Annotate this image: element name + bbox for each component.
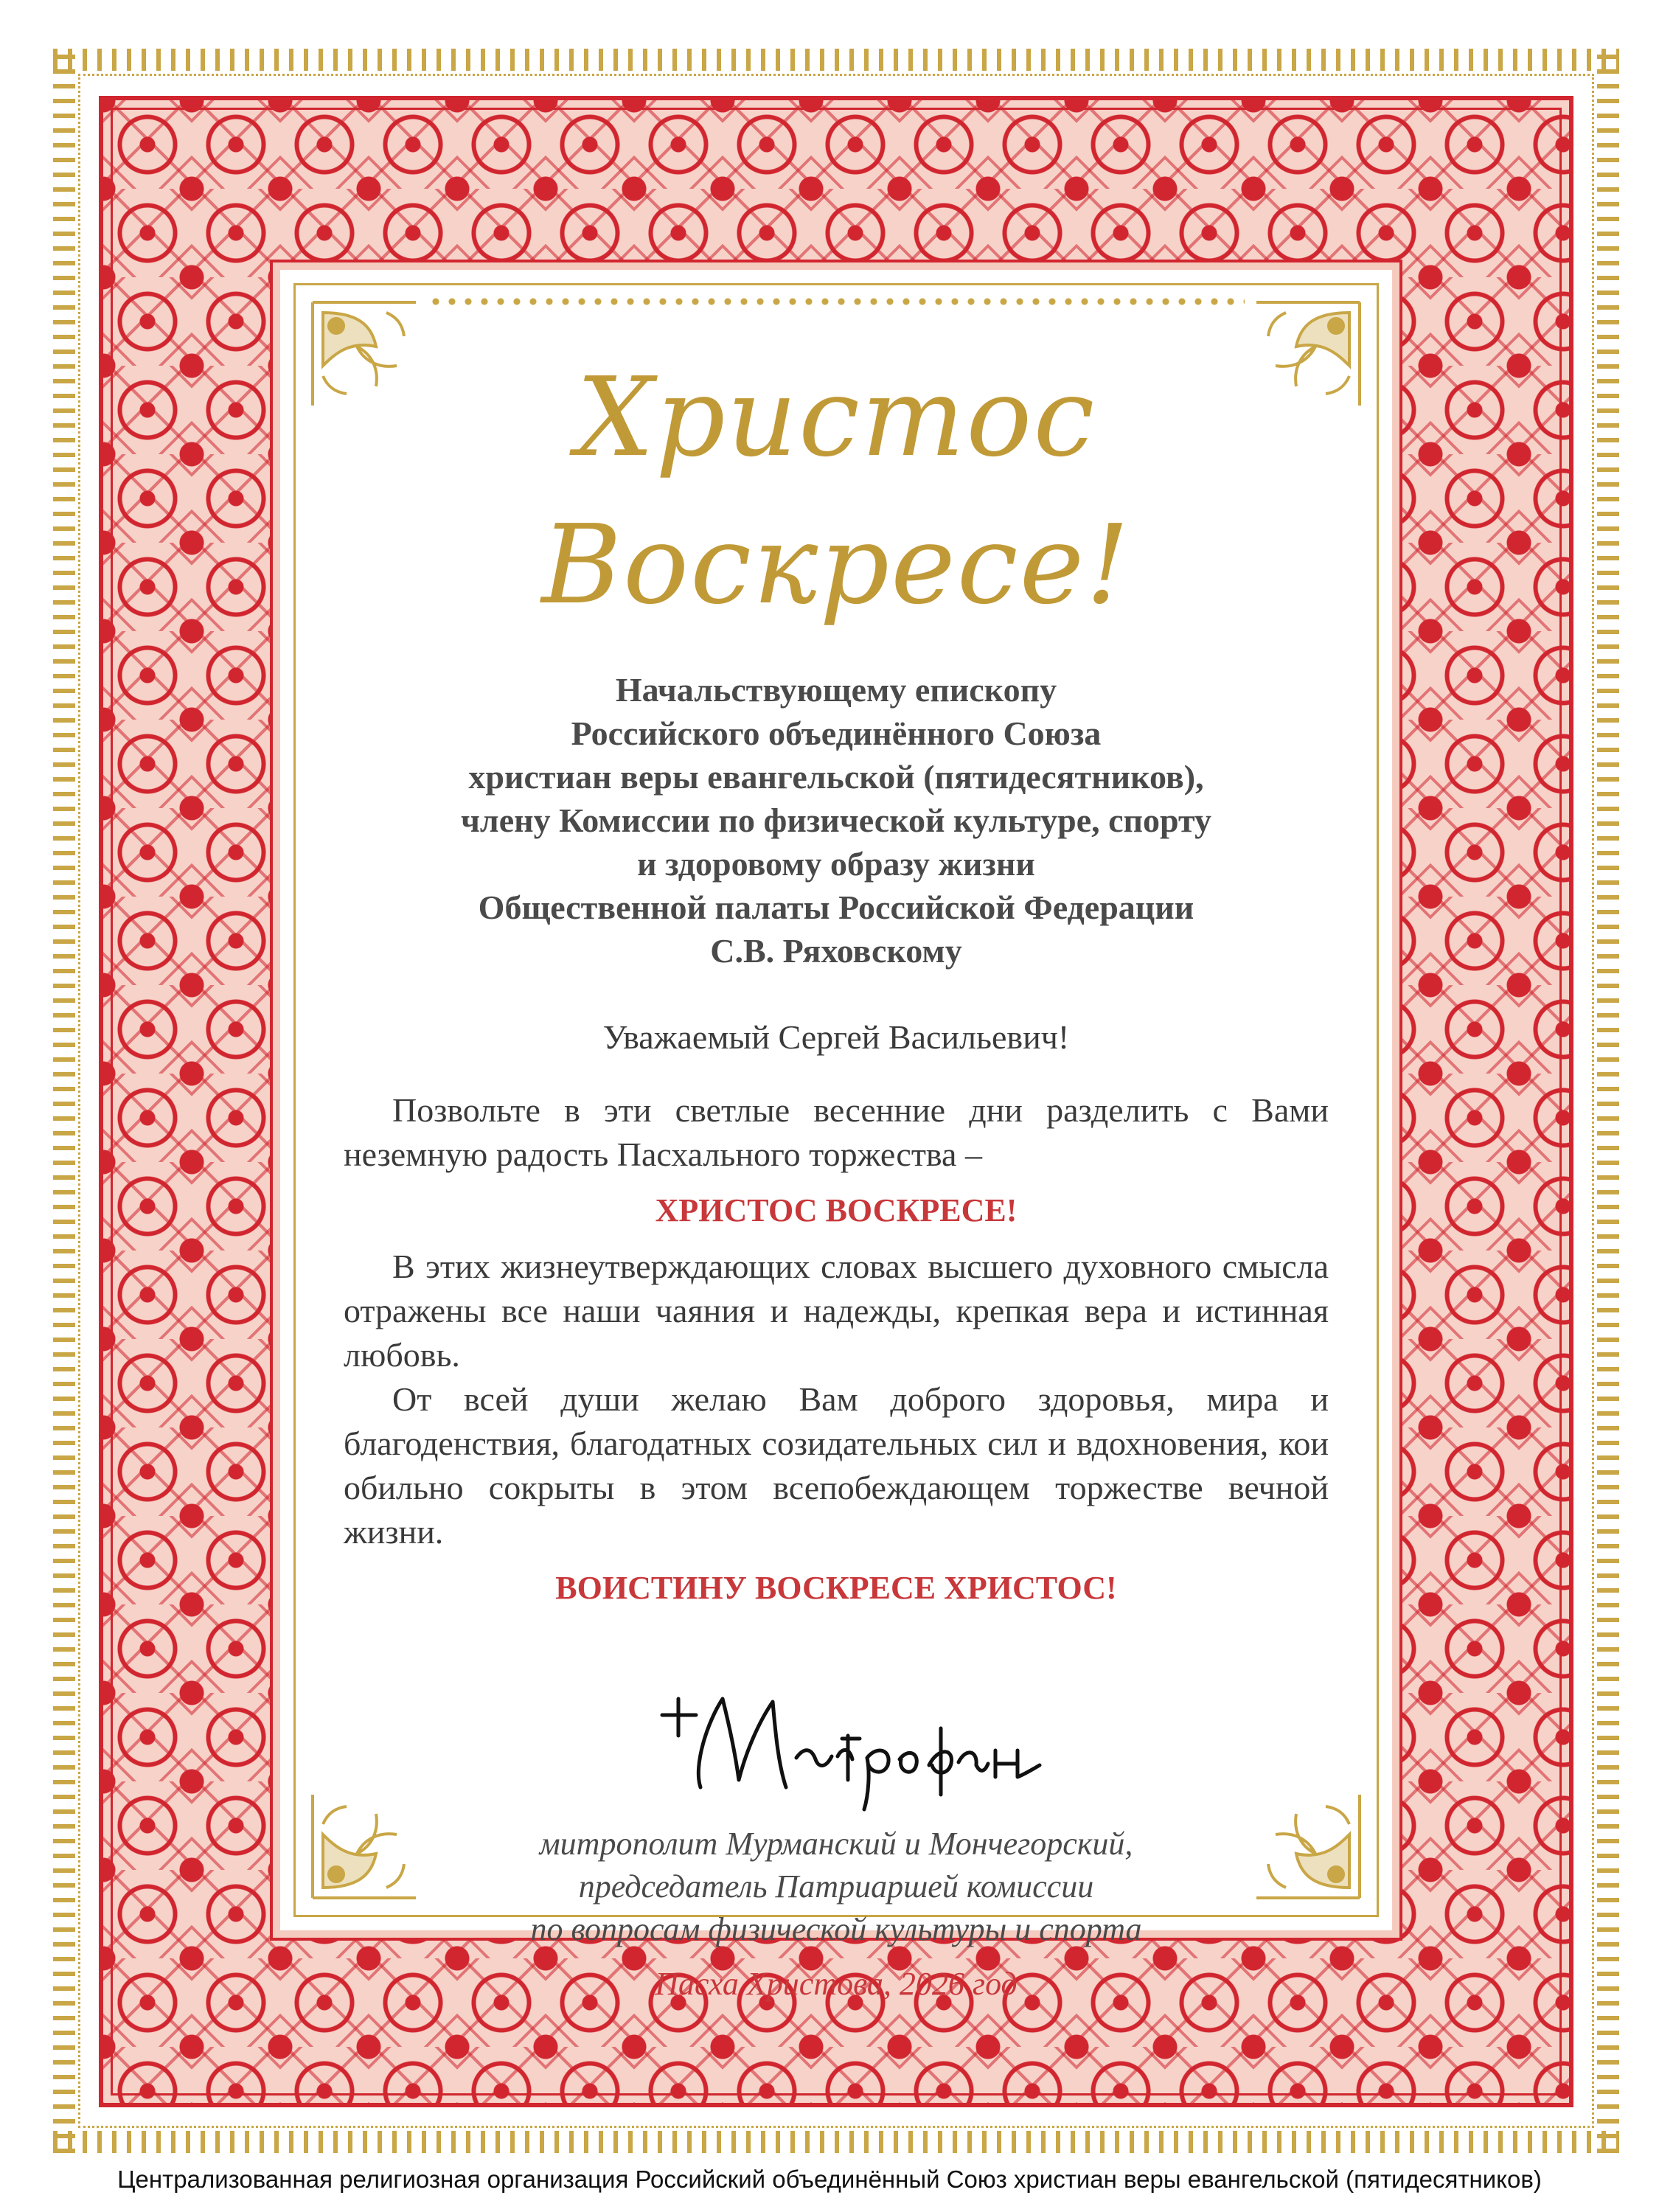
addressee-line: христиан веры евангельской (пятидесятников), (468, 758, 1204, 796)
handwritten-signature (324, 1677, 1348, 1817)
addressee-line: и здоровому образу жизни (637, 845, 1035, 883)
letter-date: Пасха Христова, 2026 год (655, 1966, 1018, 2002)
addressee-block (324, 668, 1348, 973)
signer-line: митрополит Мурманский и Мончегорский, (539, 1826, 1133, 1862)
paragraph-wishes: От всей души желаю Вам доброго здоровья, мира и благоденствия, благодатных созидательных сил и вдохновения, кои обильно сокрыты в этом всепобеждающем торжестве вечной жизни. (344, 1380, 1329, 1551)
paragraph-greeting: Позвольте в эти светлые весенние дни разделить с Вами неземную радость Пасхального торжества – (344, 1091, 1329, 1173)
exclamation-christ-is-risen: ХРИСТОС ВОСКРЕСЕ! (655, 1192, 1018, 1228)
signer-line: по вопросам физической культуры и спорта (530, 1911, 1142, 1947)
addressee-line: Российского объединённого Союза (571, 714, 1102, 752)
letter-content (324, 344, 1348, 2006)
signer-line: председатель Патриаршей комиссии (578, 1868, 1094, 1905)
letter-title: Христос Воскресе! (541, 354, 1131, 628)
paragraph-meaning: В этих жизнеутверждающих словах высшего духовного смысла отражены все наши чаяния и надежды, крепкая вера и истинная любовь. (344, 1248, 1329, 1374)
organization-footer: Централизованная религиозная организация Российский объединённый Союз христиан веры евангельской (пятидесятников) (117, 2166, 1542, 2193)
salutation: Уважаемый Сергей Васильевич! (602, 1018, 1070, 1056)
gold-dot-row (428, 296, 1245, 307)
addressee-line: С.В. Ряховскому (710, 932, 962, 970)
exclamation-truly-risen: ВОИСТИНУ ВОСКРЕСЕ ХРИСТОС! (555, 1570, 1117, 1606)
signer-title (324, 1823, 1348, 1951)
addressee-line: Общественной палаты Российской Федерации (478, 888, 1194, 926)
addressee-line: члену Комиссии по физической культуре, спорту (460, 801, 1212, 839)
letter-panel (273, 262, 1399, 2002)
addressee-line: Начальствующему епископу (615, 671, 1057, 709)
